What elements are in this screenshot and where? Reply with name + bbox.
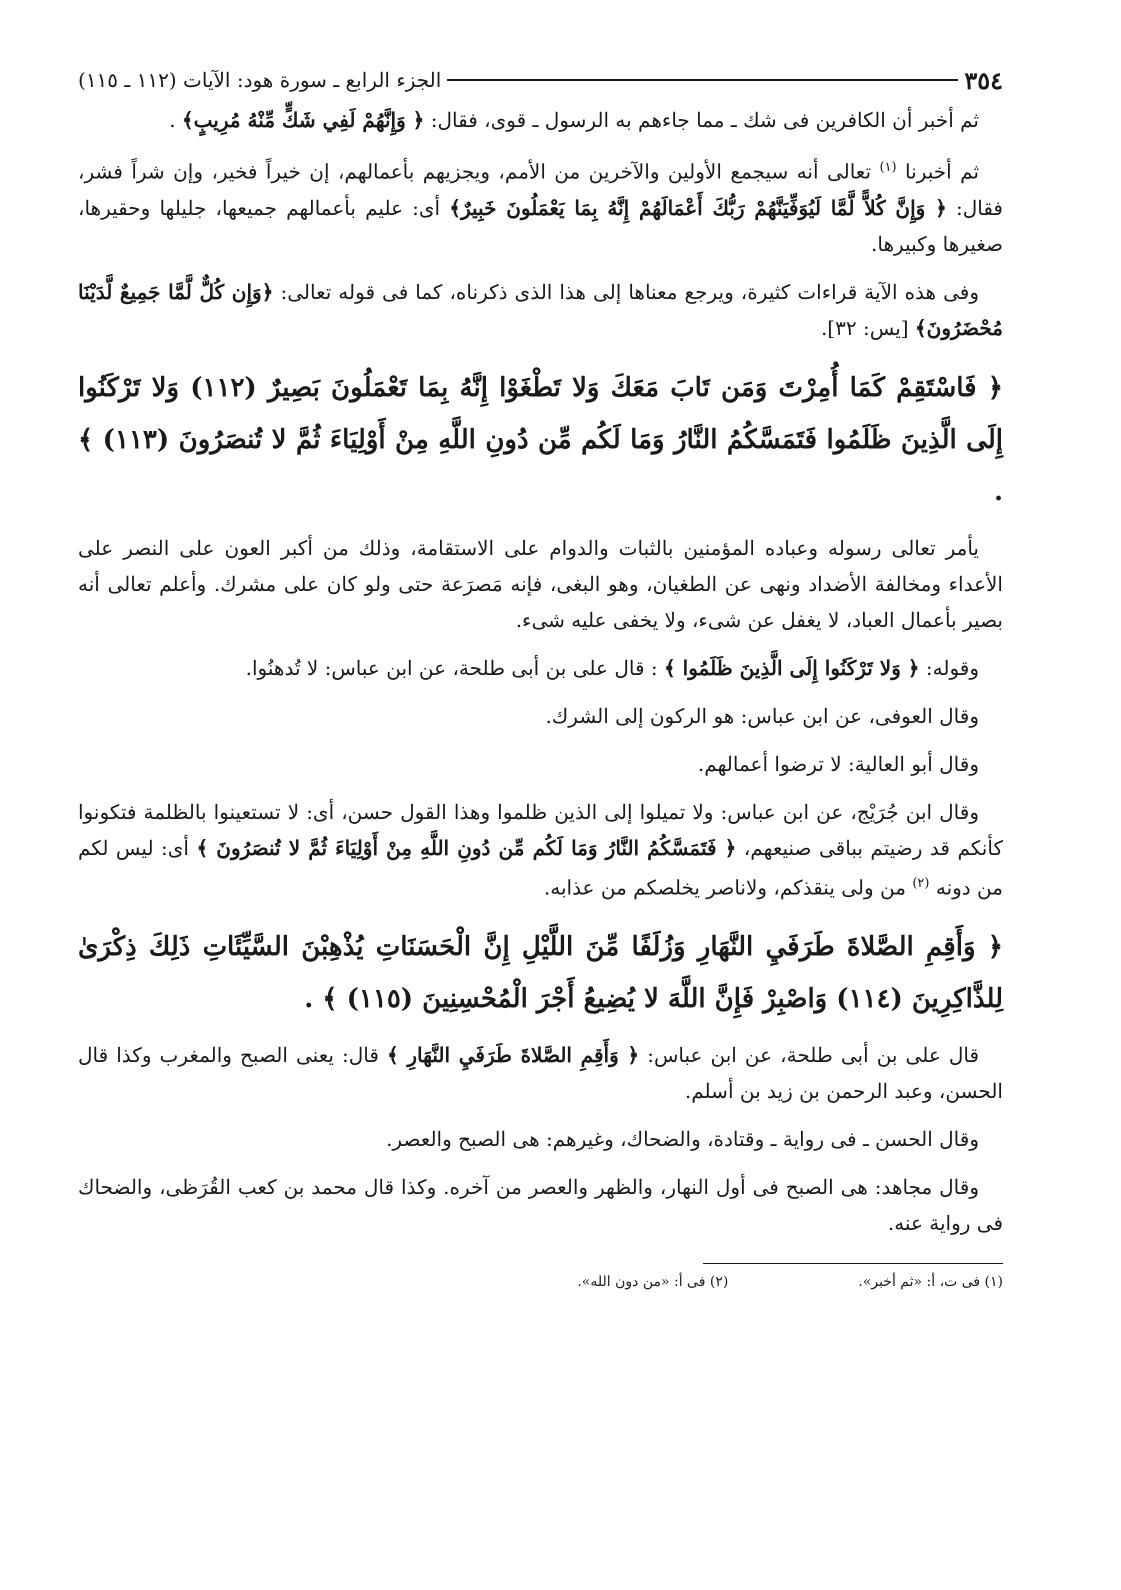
running-title: الجزء الرابع ـ سورة هود: الآيات (١١٢ ـ ١١٥) bbox=[78, 68, 442, 92]
footnote-2: (٢) فى أ: «من دون الله». bbox=[577, 1274, 729, 1291]
verse-block: ﴿ وَأَقِمِ الصَّلاةَ طَرَفَيِ النَّهَارِ وَزُلَفًا مِّنَ اللَّيْلِ إِنَّ الْحَسَنَاتِ يُذْهِبْنَ السَّيِّئَاتِ ذَلِكَ ذِكْرَىٰ لِلذَّاكِرِينَ (١١٤) وَاصْبِرْ فَإِنَّ اللَّهَ لا يُضِيعُ أَجْرَ الْمُحْسِنِينَ (١١٥) ﴾ . bbox=[78, 932, 1003, 1015]
paragraph: وقال أبو العالية: لا ترضوا أعمالهم. bbox=[697, 751, 979, 776]
quran-quote: ﴿ وَإِنَّهُمْ لَفِي شَكٍّ مِّنْهُ مُرِيبٍ﴾ bbox=[181, 108, 425, 132]
document-page bbox=[78, 58, 1003, 1290]
paragraph: وفى هذه الآية قراءات كثيرة، ويرجع معناها إلى هذا الذى ذكرناه، كما فى قوله تعالى: ﴿وَإِن كُلٌّ لَّمَّا جَمِيعٌ لَّدَيْنَا مُحْضَرُونَ﴾ [يس: ٣٢]. bbox=[78, 279, 1003, 340]
quran-quote: ﴿ فَتَمَسَّكُمُ النَّارُ وَمَا لَكُم مِّن دُونِ اللَّهِ مِنْ أَوْلِيَاءَ ثُمَّ لا تُنصَرُونَ ﴾ bbox=[196, 835, 737, 860]
page-number: ٣٥٤ bbox=[964, 65, 1003, 95]
paragraph: وقوله: ﴿ وَلا تَرْكَنُوا إِلَى الَّذِينَ ظَلَمُوا ﴾ : قال على بن أبى طلحة، عن ابن عباس: لا تُدهنُوا. bbox=[245, 655, 979, 680]
footnote-ref: (٢) bbox=[912, 875, 930, 891]
footnotes bbox=[78, 1274, 1003, 1290]
header-rule bbox=[447, 79, 958, 81]
page-header bbox=[78, 58, 1003, 102]
verse-block: ﴿ فَاسْتَقِمْ كَمَا أُمِرْتَ وَمَن تَابَ مَعَكَ وَلا تَطْغَوْا إِنَّهُ بِمَا تَعْمَلُونَ بَصِيرٌ (١١٢) وَلا تَرْكَنُوا إِلَى الَّذِينَ ظَلَمُوا فَتَمَسَّكُمُ النَّارُ وَمَا لَكُم مِّن دُونِ اللَّهِ مِنْ أَوْلِيَاءَ ثُمَّ لا تُنصَرُونَ (١١٣) ﴾ . bbox=[78, 372, 1003, 507]
quran-quote: ﴿وَإِن كُلٌّ لَّمَّا جَمِيعٌ لَّدَيْنَا مُحْضَرُونَ﴾ bbox=[78, 279, 1003, 340]
footnote-1: (١) فى ت، أ: «ثم أخبر». bbox=[858, 1274, 1003, 1291]
paragraph: قال على بن أبى طلحة، عن ابن عباس: ﴿ وَأَقِمِ الصَّلاةَ طَرَفَيِ النَّهَارِ ﴾ قال: يعنى الصبح والمغرب وكذا قال الحسن، وعبد الرحمن بن زيد بن أسلم. bbox=[78, 1043, 1003, 1104]
footnote-rule bbox=[703, 1263, 1003, 1264]
paragraph: ثم أخبرنا $^{(١)}$ تعالى أنه سيجمع الأولين والآخرين من الأمم، ويجزيهم بأعمالهم، إن خيراً فخير، وإن شراً فشر، فقال: ﴿ وَإِنَّ كُلاًّ لَّمَّا لَيُوَفِّيَنَّهُمْ رَبُّكَ أَعْمَالَهُمْ إِنَّهُ بِمَا يَعْمَلُونَ خَبِيرٌ﴾ أى: عليم بأعمالهم جميعها، جليلها وحقيرها، صغيرها وكبيرها. bbox=[78, 159, 1003, 256]
quran-quote: ﴿ وَلا تَرْكَنُوا إِلَى الَّذِينَ ظَلَمُوا ﴾ bbox=[663, 655, 920, 680]
quran-quote: ﴿ وَأَقِمِ الصَّلاةَ طَرَفَيِ النَّهَارِ ﴾ bbox=[387, 1043, 640, 1068]
paragraph: وقال ابن جُرَيْج، عن ابن عباس: ولا تميلوا إلى الذين ظلموا وهذا القول حسن، أى: لا تستعينوا بالظلمة فتكونوا كأنكم قد رضيتم بباقى صنيعهم، ﴿ فَتَمَسَّكُمُ النَّارُ وَمَا لَكُم مِّن دُونِ اللَّهِ مِنْ أَوْلِيَاءَ ثُمَّ لا تُنصَرُونَ ﴾ أى: ليس لكم من دونه $^{(٢)}$ من ولى ينقذكم، ولاناصر يخلصكم من عذابه. bbox=[78, 799, 1003, 900]
paragraph: وقال الحسن ـ فى رواية ـ وقتادة، والضحاك، وغيرهم: هى الصبح والعصر. bbox=[386, 1127, 979, 1152]
paragraph: وقال العوفى، عن ابن عباس: هو الركون إلى الشرك. bbox=[545, 703, 979, 728]
footnote-ref: (١) bbox=[879, 160, 897, 175]
paragraph: وقال مجاهد: هى الصبح فى أول النهار، والظهر والعصر من آخره. وكذا قال محمد بن كعب القُرَظى، والضحاك فى رواية عنه. bbox=[78, 1175, 1003, 1236]
paragraph: ثم أخبر أن الكافرين فى شك ـ مما جاءهم به الرسول ـ قوى، فقال: ﴿ وَإِنَّهُمْ لَفِي شَكٍّ مِّنْهُ مُرِيبٍ﴾ . bbox=[169, 108, 979, 132]
paragraph: يأمر تعالى رسوله وعباده المؤمنين بالثبات والدوام على الاستقامة، وذلك من أكبر العون على النصر على الأعداء ومخالفة الأضداد ونهى عن الطغيان، وهو البغى، فإنه مَصرَعة حتى ولو كان على مشرك. وأعلم تعالى أنه بصير بأعمال العباد، لا يغفل عن شىء، ولا يخفى عليه شىء. bbox=[78, 535, 1003, 632]
quran-quote: ﴿ وَإِنَّ كُلاًّ لَّمَّا لَيُوَفِّيَنَّهُمْ رَبُّكَ أَعْمَالَهُمْ إِنَّهُ بِمَا يَعْمَلُونَ خَبِيرٌ﴾ bbox=[449, 195, 947, 220]
